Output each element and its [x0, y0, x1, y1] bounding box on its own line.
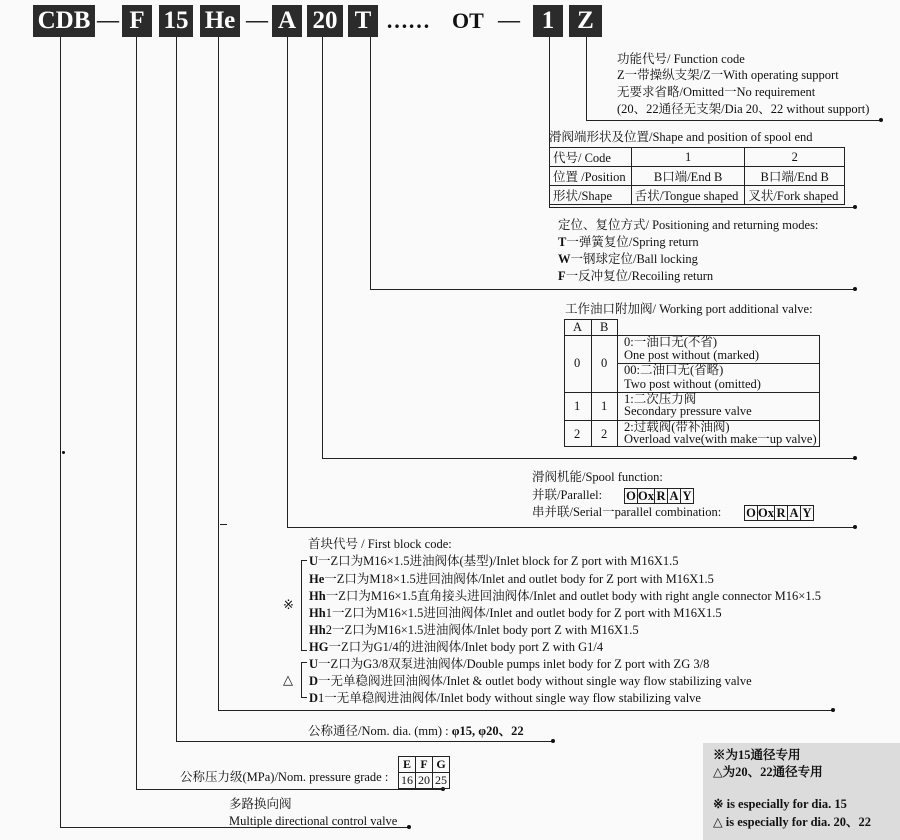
block-code: D [309, 674, 319, 688]
first-block-item [309, 606, 722, 621]
stray-mark [220, 524, 227, 525]
code-cell: Y [680, 488, 694, 504]
leader-z [586, 37, 587, 120]
table-cell: 叉状/Fork shaped [745, 186, 845, 205]
leader-end-dot [551, 739, 555, 743]
table-divider [564, 392, 618, 393]
desc-line: One post without (marked) [624, 348, 760, 362]
code-cell: R [654, 488, 668, 504]
desc-line: 00:二油口无(省略) [624, 363, 724, 377]
table-cell: G [433, 757, 450, 773]
stray-mark [62, 451, 65, 454]
serial-label: 串并联/Serial一parallel combination: [532, 505, 722, 519]
header-b: B [600, 320, 609, 334]
block-text: 一无单稳阀进回油阀体/Inlet & outlet body without single way flow stabilizing valve [318, 674, 752, 688]
first-block-item [309, 554, 679, 569]
bracket-line [301, 560, 307, 561]
leader-a [287, 37, 288, 527]
desc-line: Secondary pressure valve [624, 404, 752, 418]
table-cell: 20 [416, 773, 433, 789]
table-cell: 位置 /Position [550, 167, 632, 186]
note-line: △为20、22通径专用 [713, 765, 823, 779]
positioning-title: 定位、复位方式/ Positioning and returning modes: [558, 218, 819, 232]
function-code-z: Z一带操纵支架/Z一With operating support [617, 68, 839, 82]
block-code: Hh [309, 589, 326, 603]
positioning-text: 一钢球定位/Ball locking [570, 252, 698, 266]
cell-b: 0 [601, 356, 608, 370]
positioning-code: T [558, 235, 567, 249]
code-box-15: 15 [159, 5, 193, 37]
desc-line: Overload valve(with make一up valve) [624, 432, 817, 446]
code-box-a: A [272, 5, 302, 37]
block-text: 一Z口为M16×1.5进油阀体(基型)/Inlet block for Z port with M16X1.5 [318, 554, 679, 568]
leader-z-h [586, 120, 880, 121]
leader-he-h [218, 710, 832, 711]
code-cell: Y [800, 505, 814, 521]
table-row [550, 167, 845, 186]
code-dots: …… [386, 8, 430, 33]
positioning-text: 一反冲复位/Recoiling return [565, 269, 714, 283]
code-cell: O [624, 488, 638, 504]
nom-dia-values: φ15, φ20、22 [451, 724, 524, 738]
table-row [399, 757, 450, 773]
nom-dia [308, 724, 524, 739]
parallel-codes [625, 488, 694, 504]
code-cell: R [774, 505, 788, 521]
mark-dia15: ※ [283, 597, 294, 612]
leader-end-dot [853, 287, 857, 291]
table-cell: B口端/End B [745, 167, 845, 186]
code-dash: — [498, 7, 520, 32]
note-line: △ is especially for dia. 20、22 [713, 815, 871, 829]
table-cell: 16 [399, 773, 416, 789]
spool-end-title: 滑阀端形状及位置/Shape and position of spool end [549, 130, 813, 144]
valve-name-cn: 多路换向阀 [229, 797, 292, 811]
leader-cdb [60, 37, 61, 827]
code-box-he: He [200, 5, 240, 37]
positioning-code: F [558, 269, 566, 283]
table-cell: F [416, 757, 433, 773]
table-divider [564, 335, 618, 336]
leader-t-h [370, 289, 854, 290]
block-code: He [309, 572, 325, 586]
leader-f-h [136, 789, 442, 790]
desc-line: 2:过载阀(带补油阀) [624, 420, 730, 434]
block-code: U [309, 657, 319, 671]
first-block-item [309, 657, 709, 672]
first-block-item [309, 640, 603, 655]
leader-he [218, 37, 219, 710]
code-cell: A [667, 488, 681, 504]
valve-name-en: Multiple directional control valve [229, 814, 398, 828]
desc-line: 0:一油口无(不省) [624, 335, 718, 349]
bracket-line [301, 697, 307, 698]
leader-20 [322, 37, 323, 458]
note-line: ※ is especially for dia. 15 [713, 797, 847, 811]
first-block-item [309, 623, 639, 638]
serial-codes [745, 505, 814, 521]
spool-end-table [549, 147, 845, 205]
code-cell: O [744, 505, 758, 521]
bracket-line [301, 560, 302, 651]
code-cell: Ox [638, 489, 654, 503]
cell-b: 2 [601, 427, 608, 441]
table-cell: E [399, 757, 416, 773]
working-port-title: 工作油口附加阀/ Working port additional valve: [565, 302, 813, 316]
table-row [550, 148, 845, 167]
leader-1-h [549, 207, 854, 208]
leader-end-dot [853, 205, 857, 209]
bracket-line [301, 662, 302, 698]
code-dash: — [97, 7, 119, 32]
code-box-t: T [348, 5, 378, 37]
mark-dia20: △ [283, 672, 293, 687]
table-row [550, 186, 845, 205]
block-text: 一Z口为M18×1.5进回油阀体/Inlet and outlet body for Z port with M16X1.5 [324, 572, 714, 586]
table-cell: 2 [745, 148, 845, 167]
block-text: 一Z口为G1/4的进油阀体/Inlet body port Z with G1/4 [328, 640, 604, 654]
parallel-label: 并联/Parallel: [532, 488, 603, 502]
table-cell: 1 [631, 148, 745, 167]
table-cell: 形状/Shape [550, 186, 632, 205]
bracket-line [301, 650, 307, 651]
first-block-title: 首块代号 / First block code: [308, 537, 452, 551]
block-code: U [309, 554, 319, 568]
desc-line: Two post without (omitted) [624, 377, 761, 391]
function-code-dia: (20、22通径无支架/Dia 20、22 without support) [617, 102, 870, 116]
code-box-cdb: CDB [33, 5, 95, 37]
function-code-title: 功能代号/ Function code [617, 52, 745, 66]
leader-end-dot [831, 708, 835, 712]
note-line: ※为15通径专用 [713, 748, 801, 762]
header-a: A [573, 320, 583, 334]
spool-function-title: 滑阀机能/Spool function: [532, 470, 663, 484]
code-box-1: 1 [533, 5, 563, 37]
block-code: D [309, 691, 319, 705]
leader-15-h [176, 741, 552, 742]
code-cell: Ox [758, 506, 774, 520]
positioning-item [558, 235, 699, 250]
cell-a: 0 [574, 356, 581, 370]
table-row [399, 773, 450, 789]
table-divider [591, 319, 592, 447]
leader-end-dot [853, 525, 857, 529]
code-box-f: F [122, 5, 152, 37]
leader-f [136, 37, 137, 789]
leader-a-h [287, 527, 854, 528]
positioning-text: 一弹簧复位/Spring return [566, 235, 699, 249]
table-cell: 舌状/Tongue shaped [631, 186, 745, 205]
table-cell: 25 [433, 773, 450, 789]
first-block-item [309, 691, 701, 706]
code-box-z: Z [569, 5, 602, 37]
leader-end-dot [853, 456, 857, 460]
block-code: Hh [309, 606, 326, 620]
pressure-label: 公称压力级(MPa)/Nom. pressure grade : [180, 770, 389, 784]
table-cell: 代号/ Code [550, 148, 632, 167]
pressure-table [398, 756, 450, 789]
block-text: 一Z口为M16×1.5直角接头进回油阀体/Inlet and outlet body with right angle connector M16×1.5 [325, 589, 821, 603]
code-box-ot: OT [452, 8, 484, 33]
nom-dia-label: 公称通径/Nom. dia. (mm) : [308, 724, 452, 738]
leader-end-dot [407, 825, 411, 829]
bracket-line [301, 662, 307, 663]
leader-end-dot [879, 118, 883, 122]
leader-15 [176, 37, 177, 741]
block-text: 一Z口为G3/8双泵进油阀体/Double pumps inlet body for Z port with ZG 3/8 [318, 657, 710, 671]
block-code: HG [309, 640, 329, 654]
table-cell: B口端/End B [631, 167, 745, 186]
code-cell: A [787, 505, 801, 521]
positioning-code: W [558, 252, 571, 266]
positioning-item [558, 252, 698, 267]
positioning-item [558, 269, 713, 284]
function-code-omitted: 无要求省略/Omitted一No requirement [617, 85, 816, 99]
cell-a: 2 [574, 427, 581, 441]
cell-a: 1 [574, 399, 581, 413]
code-box-20: 20 [307, 5, 343, 37]
table-divider [564, 420, 618, 421]
block-text: 1一无单稳阀进油阀体/Inlet body without single way flow stabilizing valve [318, 691, 701, 705]
leader-20-h [322, 458, 854, 459]
block-text: 1一Z口为M16×1.5进回油阀体/Inlet and outlet body for Z port with M16X1.5 [325, 606, 722, 620]
leader-t [370, 37, 371, 289]
first-block-item [309, 572, 714, 587]
first-block-item [309, 589, 821, 604]
block-text: 2一Z口为M16×1.5进油阀体/Inlet body port Z with M16X1.5 [325, 623, 639, 637]
cell-b: 1 [601, 399, 608, 413]
block-code: Hh [309, 623, 326, 637]
code-dash: — [246, 7, 268, 32]
desc-line: 1:二次压力阀 [624, 392, 697, 406]
first-block-item [309, 674, 752, 689]
